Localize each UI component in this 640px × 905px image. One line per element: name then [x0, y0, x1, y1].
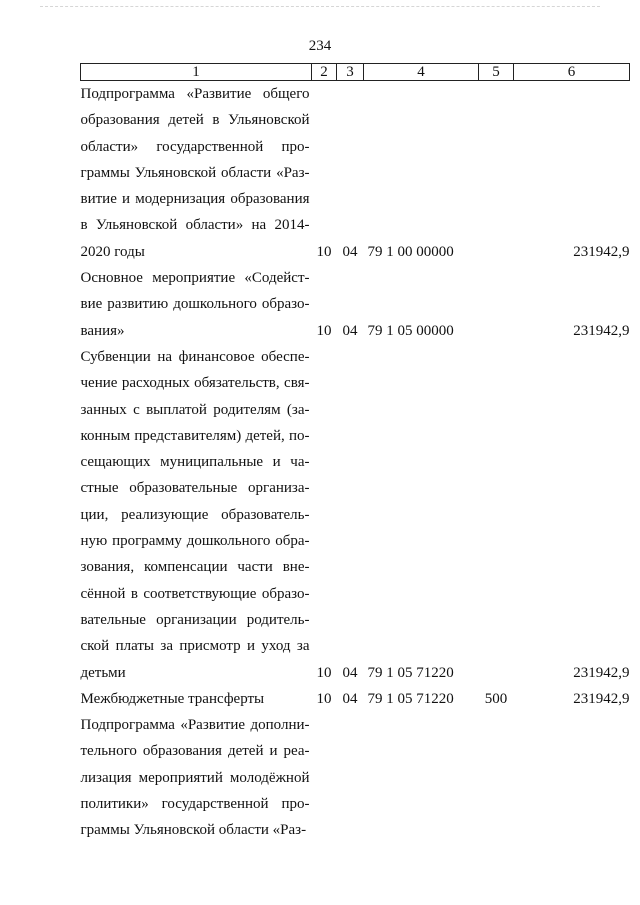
- row-name-line: стные образовательные организа-: [80, 480, 310, 497]
- table-body: [81, 81, 630, 844]
- subsection-code-cell: 04: [342, 243, 358, 260]
- row-name-line: вательные организации родитель-: [80, 611, 310, 628]
- row-name-line: Межбюджетные трансферты: [80, 690, 265, 707]
- row-name-line: ную программу дошкольного обра-: [80, 533, 310, 550]
- target-article-cell: 79 1 05 00000: [367, 322, 454, 339]
- row-name-cell: [81, 81, 312, 266]
- target-article-cell: 79 1 05 71220: [367, 664, 454, 681]
- row-name-line: тельного образования детей и реа-: [80, 743, 310, 760]
- row-name-line: зования, компенсации части вне-: [80, 559, 310, 576]
- row-name-cell: [81, 686, 312, 712]
- table-row: [81, 81, 630, 266]
- row-name-line: граммы Ульяновской области «Раз-: [80, 164, 310, 181]
- row-name-line: лизация мероприятий молодёжной: [80, 769, 310, 786]
- row-name-line: Основное мероприятие «Содейст-: [80, 270, 310, 287]
- expense-type-cell: 500: [484, 690, 508, 707]
- subsection-code-cell: 04: [342, 664, 358, 681]
- table-row: [81, 265, 630, 344]
- row-name-line: конным представителям) детей, по-: [80, 427, 310, 444]
- amount-cell: 231942,9: [573, 243, 630, 260]
- expense-type-cell: [479, 81, 514, 266]
- row-name-line: вие развитию дошкольного образо-: [80, 296, 310, 313]
- row-name-line: образования детей в Ульяновской: [80, 112, 310, 129]
- table-row: [81, 686, 630, 712]
- section-code-cell: 10: [316, 243, 332, 260]
- amount-cell: [514, 712, 630, 843]
- column-header-2: 2: [312, 64, 337, 81]
- target-article-cell: [364, 712, 479, 843]
- column-header-1: 1: [81, 64, 312, 81]
- expense-type-cell: [479, 265, 514, 344]
- subsection-code-cell: 04: [342, 322, 358, 339]
- section-code-cell: [312, 712, 337, 843]
- row-name-line: занных с выплатой родителям (за-: [80, 401, 310, 418]
- row-name-line: ской платы за присмотр и уход за: [80, 638, 310, 655]
- table-row: [81, 712, 630, 843]
- row-name-line: детьми: [80, 664, 126, 681]
- table-row: [81, 344, 630, 686]
- column-header-4: 4: [364, 64, 479, 81]
- target-article-cell: 79 1 00 00000: [367, 243, 454, 260]
- row-name-line: Субвенции на финансовое обеспе-: [80, 348, 310, 365]
- column-header-6: 6: [514, 64, 630, 81]
- row-name-line: чение расходных обязательств, свя-: [80, 375, 310, 392]
- row-name-line: Подпрограмма «Развитие общего: [80, 86, 310, 102]
- row-name-line: витие и модернизация образования: [80, 191, 310, 208]
- amount-cell: 231942,9: [573, 664, 630, 681]
- row-name-cell: [81, 344, 312, 686]
- table-header-row: [81, 64, 630, 81]
- row-name-line: 2020 годы: [80, 243, 145, 260]
- row-name-line: политики» государственной про-: [80, 796, 310, 813]
- page-number: 234: [308, 38, 332, 54]
- amount-cell: 231942,9: [573, 322, 630, 339]
- amount-cell: 231942,9: [573, 690, 630, 707]
- section-code-cell: 10: [316, 664, 332, 681]
- subsection-code-cell: [337, 712, 364, 843]
- row-name-line: сённой в соответствующие образо-: [80, 585, 310, 602]
- row-name-line: граммы Ульяновской области «Раз-: [80, 822, 307, 839]
- expense-type-cell: [479, 712, 514, 843]
- row-name-line: в Ульяновской области» на 2014-: [80, 217, 310, 234]
- subsection-code-cell: 04: [342, 690, 358, 707]
- budget-table: [80, 63, 630, 844]
- column-header-5: 5: [479, 64, 514, 81]
- row-name-cell: [81, 712, 312, 843]
- row-name-line: сещающих муниципальные и ча-: [80, 454, 310, 471]
- expense-type-cell: [479, 344, 514, 686]
- scan-artifact-line: [40, 6, 600, 9]
- row-name-cell: [81, 265, 312, 344]
- section-code-cell: 10: [316, 322, 332, 339]
- column-header-3: 3: [337, 64, 364, 81]
- row-name-line: вания»: [80, 322, 125, 339]
- target-article-cell: 79 1 05 71220: [367, 690, 454, 707]
- section-code-cell: 10: [316, 690, 332, 707]
- row-name-line: ции, реализующие образователь-: [80, 506, 310, 523]
- row-name-line: Подпрограмма «Развитие дополни-: [80, 717, 310, 734]
- row-name-line: области» государственной про-: [80, 138, 310, 155]
